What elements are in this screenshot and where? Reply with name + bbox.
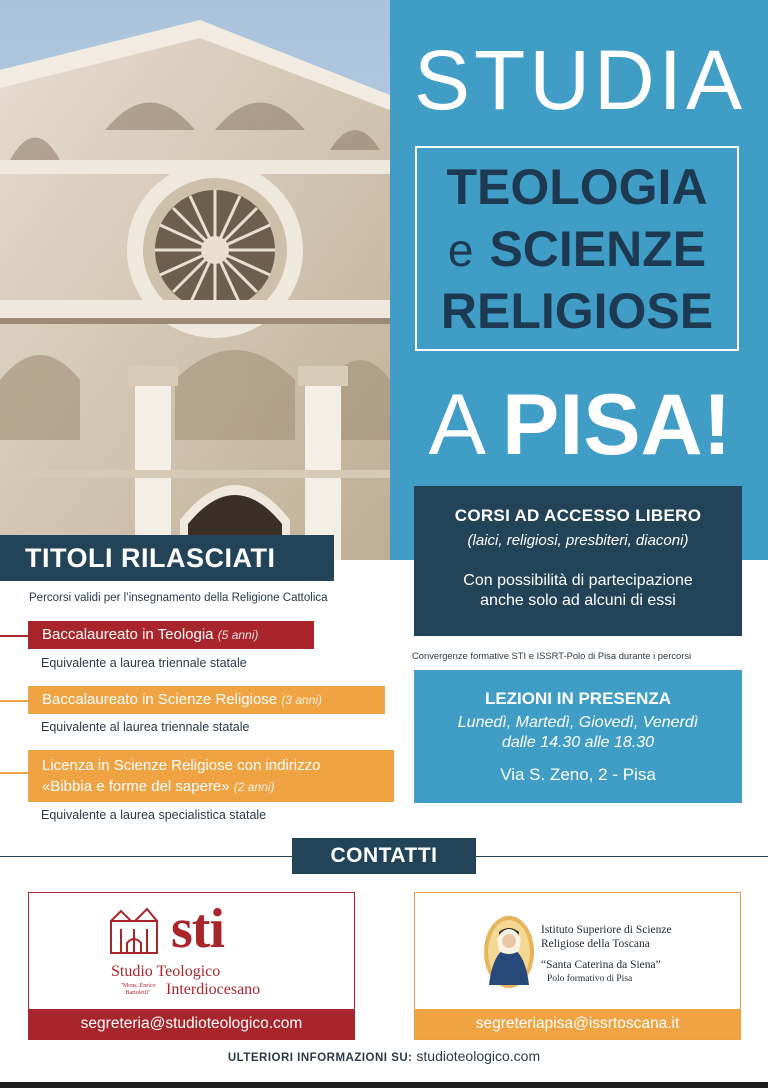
issr-saint: “Santa Caterina da Siena” xyxy=(541,959,661,971)
sti-name-line2: Interdiocesano xyxy=(166,981,261,998)
degree-3-name-line2-wrap xyxy=(42,776,380,798)
issr-polo: Polo formativo di Pisa xyxy=(547,974,633,984)
degree-2-equivalent: Equivalente al laurea triennale statale xyxy=(41,720,250,734)
sti-mons-line1: "Mons. Enrico xyxy=(120,983,156,989)
convergenze-note: Convergenze formative STI e ISSRT-Polo di Pisa durante i percorsi xyxy=(412,650,692,661)
title-e: e xyxy=(447,224,474,276)
access-heading: CORSI AD ACCESSO LIBERO xyxy=(454,506,702,525)
bottom-bar xyxy=(0,1082,768,1088)
degree-1-equivalent: Equivalente a laurea triennale statale xyxy=(41,656,247,670)
sti-mons xyxy=(113,983,163,997)
titoli-intro: Percorsi validi per l’insegnamento della Religione Cattolica xyxy=(29,592,328,604)
issr-card xyxy=(414,892,741,1040)
cathedral-facade-illustration xyxy=(0,0,390,560)
lessons-box xyxy=(414,670,742,803)
degree-1-line xyxy=(0,635,30,637)
access-text-line2: anche solo ad alcuni di essi xyxy=(480,592,676,609)
pisa-heading xyxy=(410,377,750,473)
degree-3-equivalent: Equivalente a laurea specialistica statale xyxy=(41,808,267,822)
pisa-b: PISA! xyxy=(502,377,732,473)
contatti-heading: CONTATTI xyxy=(292,838,476,874)
issr-email[interactable]: segreteriapisa@issrtoscana.it xyxy=(415,1009,740,1039)
issr-name-line2: Religiose della Toscana xyxy=(541,938,650,950)
access-text xyxy=(414,571,742,611)
access-text-line1: Con possibilità di partecipazione xyxy=(463,572,693,589)
sti-card xyxy=(28,892,355,1040)
title-scienze: SCIENZE xyxy=(489,221,707,277)
degree-2-label xyxy=(28,686,385,714)
sti-mons-line2: Bartoletti" xyxy=(125,990,151,996)
lessons-heading: LEZIONI IN PRESENZA xyxy=(484,689,672,708)
degree-3-label xyxy=(28,750,394,802)
title-teologia: TEOLOGIA xyxy=(446,159,708,215)
degree-3-name-line1: Licenza in Scienze Religiose con indirizzo xyxy=(42,757,321,774)
lessons-address: Via S. Zeno, 2 - Pisa xyxy=(500,765,656,784)
degree-2-name: Baccalaureato in Scienze Religiose xyxy=(42,691,278,708)
saint-catherine-medallion-icon xyxy=(483,915,535,989)
title-religiose: RELIGIOSE xyxy=(440,283,714,339)
cathedral-photo xyxy=(0,0,390,560)
degree-2-line xyxy=(0,700,30,702)
degree-1-duration: (5 anni) xyxy=(217,628,259,642)
access-box xyxy=(414,486,742,636)
degree-2-duration: (3 anni) xyxy=(281,693,322,707)
footer-info xyxy=(0,1048,768,1064)
sti-name-line1: Studio Teologico xyxy=(111,963,221,980)
studia-heading: STUDIA xyxy=(413,33,747,127)
degree-3-duration: (2 anni) xyxy=(233,780,275,794)
issr-name-line1: Istituto Superiore di Scienze xyxy=(541,924,672,936)
access-subheading: (laici, religiosi, presbiteri, diaconi) xyxy=(467,532,689,549)
footer-site-link[interactable]: studioteologico.com xyxy=(416,1048,541,1064)
degree-1-name: Baccalaureato in Teologia xyxy=(42,626,214,643)
footer-label: ULTERIORI INFORMAZIONI SU: xyxy=(227,1052,413,1064)
sti-building-icon xyxy=(109,907,159,955)
sti-logo-text: sti xyxy=(171,898,224,960)
title-scienze-line xyxy=(415,222,739,277)
degree-1-label xyxy=(28,621,314,649)
lessons-hours: dalle 14.30 alle 18.30 xyxy=(501,734,655,751)
pisa-a: A xyxy=(428,377,486,473)
issr-name xyxy=(541,923,672,951)
titoli-heading: TITOLI RILASCIATI xyxy=(0,535,334,581)
degree-3-line xyxy=(0,772,30,774)
sti-email[interactable]: segreteria@studioteologico.com xyxy=(29,1009,354,1039)
lessons-days: Lunedì, Martedì, Giovedì, Venerdì xyxy=(457,714,699,731)
degree-3-name-line2: «Bibbia e forme del sapere» xyxy=(42,778,230,795)
